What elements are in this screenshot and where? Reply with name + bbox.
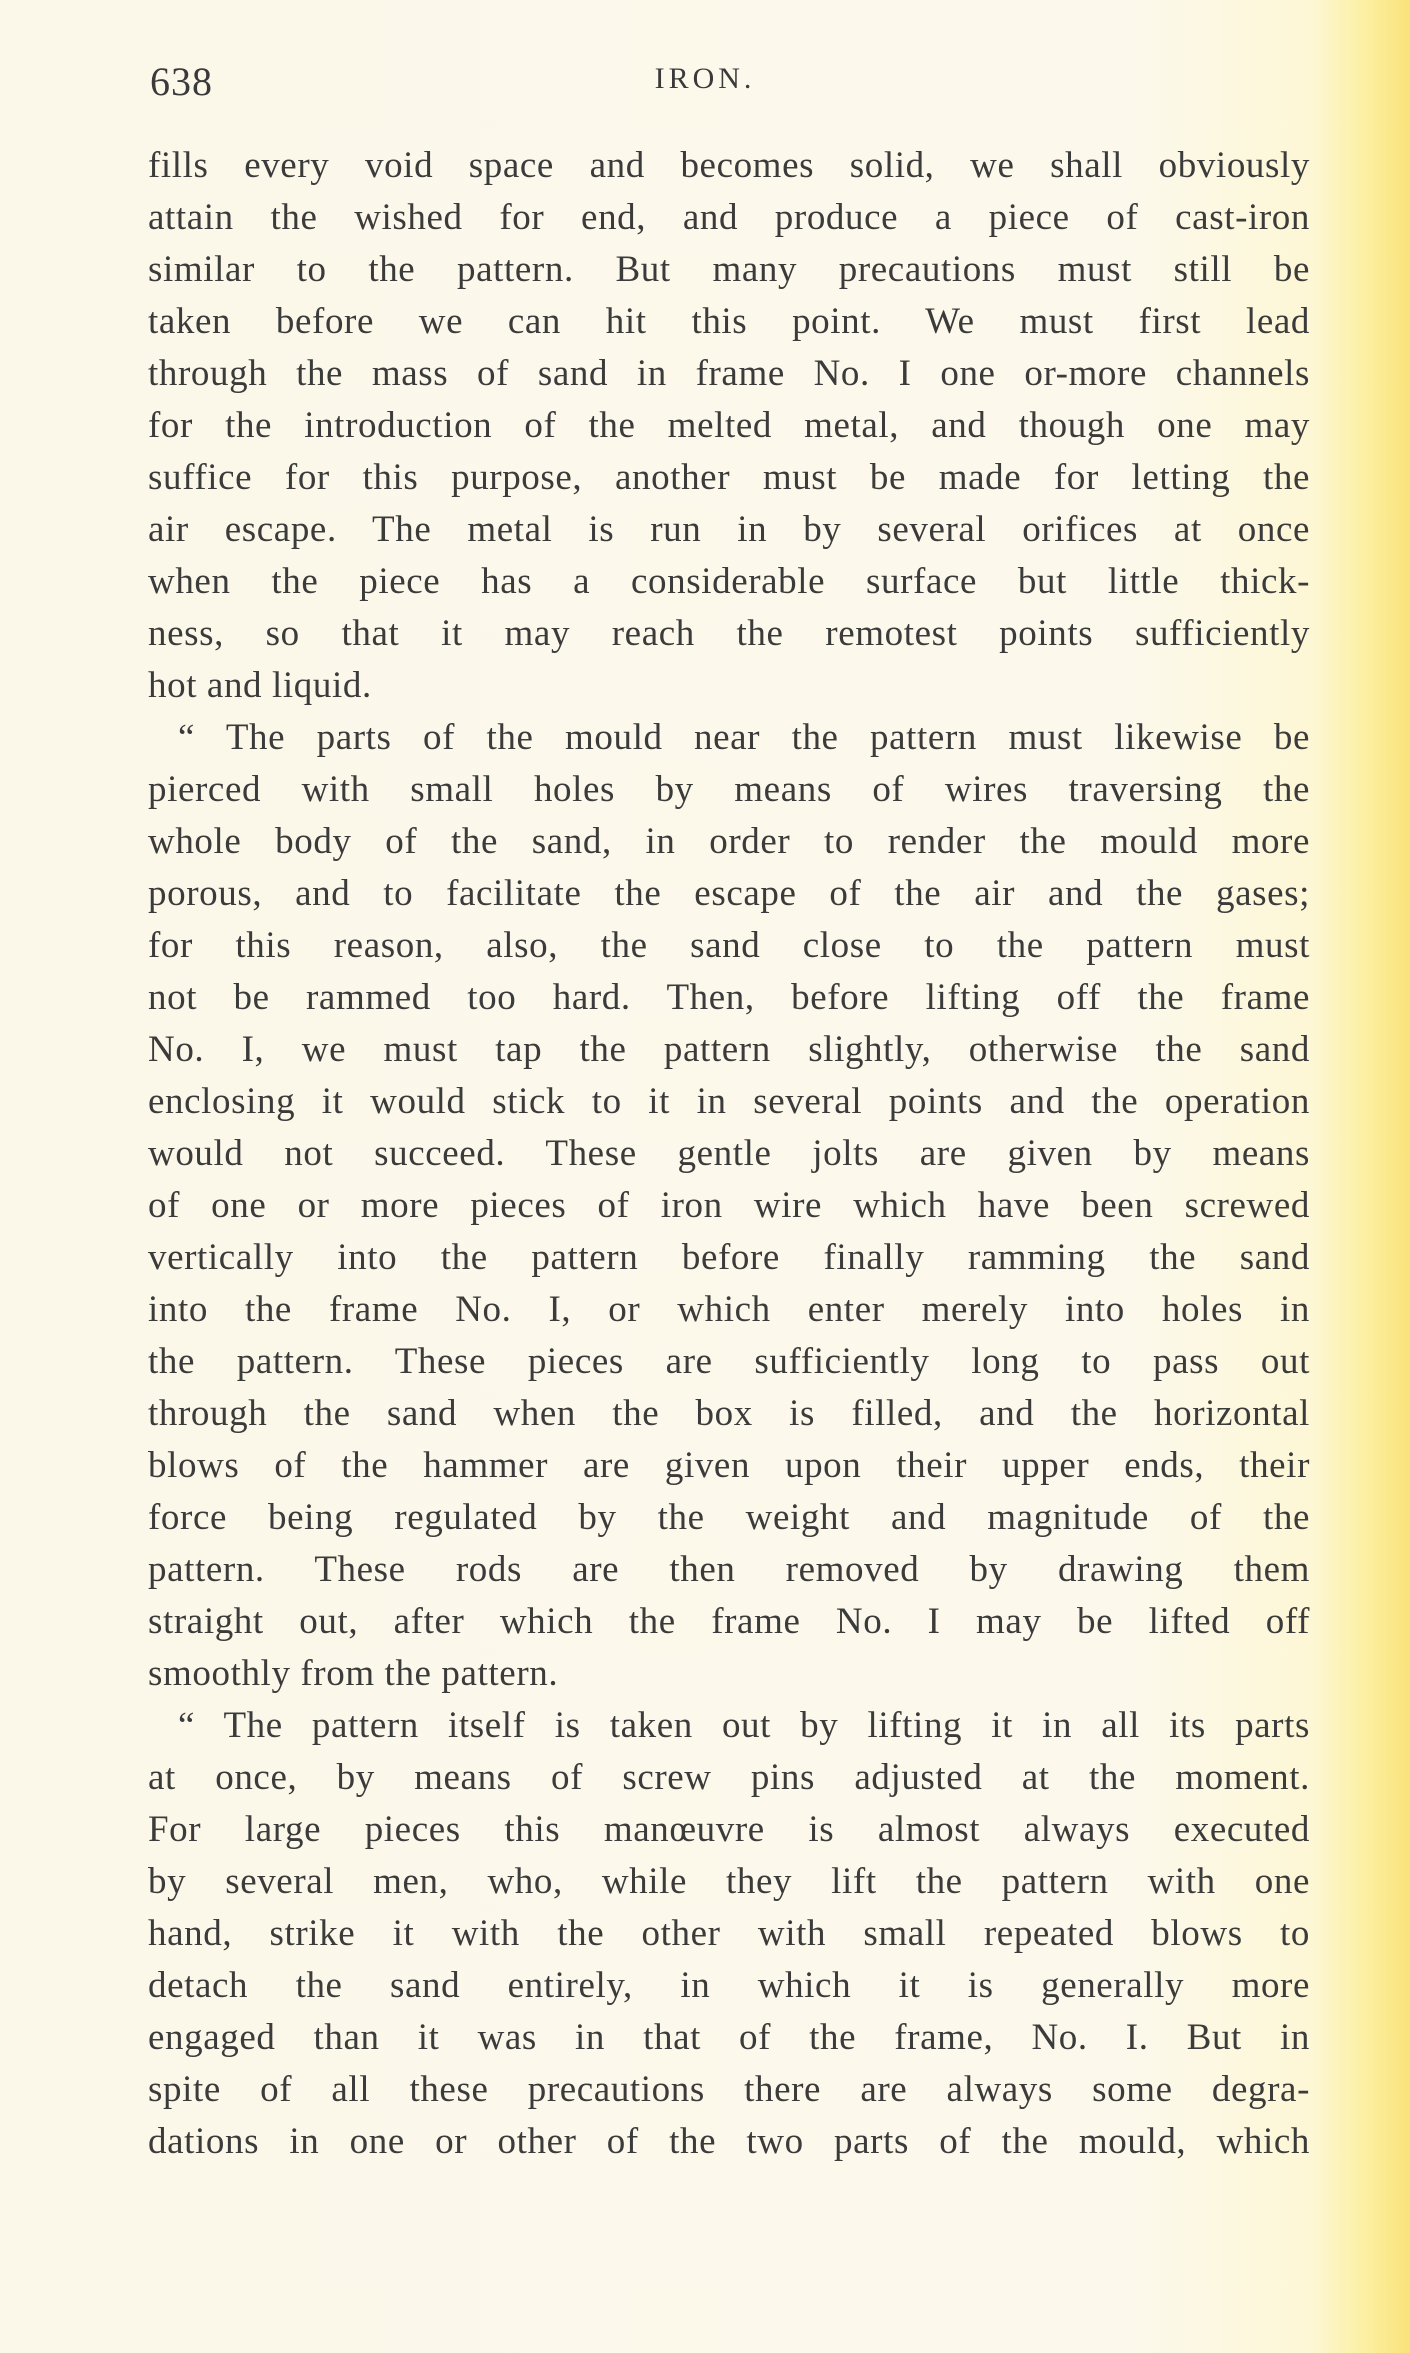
text-line: would not succeed. These gentle jolts are given by means (148, 1133, 1310, 1174)
paragraph-3 (148, 1700, 1310, 2168)
text-line: of one or more pieces of iron wire which have been screwed (148, 1185, 1310, 1226)
body-text (148, 140, 1310, 2168)
paragraph-1 (148, 140, 1310, 712)
text-line: not be rammed too hard. Then, before lifting off the frame (148, 977, 1310, 1018)
text-line: ness, so that it may reach the remotest points sufficiently (148, 613, 1310, 654)
text-line: for the introduction of the melted metal, and though one may (148, 405, 1310, 446)
text-line: air escape. The metal is run in by several orifices at once (148, 509, 1310, 550)
text-line: suffice for this purpose, another must be made for letting the (148, 457, 1310, 498)
text-line: fills every void space and becomes solid, we shall obviously (148, 145, 1310, 186)
text-line: porous, and to facilitate the escape of the air and the gases; (148, 873, 1310, 914)
text-line: spite of all these precautions there are always some degra- (148, 2069, 1310, 2110)
text-line: whole body of the sand, in order to render the mould more (148, 821, 1310, 862)
text-line: attain the wished for end, and produce a piece of cast-iron (148, 197, 1310, 238)
text-line: hot and liquid. (148, 665, 372, 706)
text-line: when the piece has a considerable surface but little thick- (148, 561, 1310, 602)
text-line: at once, by means of screw pins adjusted at the moment. (148, 1757, 1310, 1798)
text-line: “ The parts of the mould near the pattern must likewise be (178, 717, 1310, 758)
text-line: force being regulated by the weight and magnitude of the (148, 1497, 1310, 1538)
paragraph-2 (148, 712, 1310, 1700)
text-line: the pattern. These pieces are sufficiently long to pass out (148, 1341, 1310, 1382)
text-line: dations in one or other of the two parts of the mould, which (148, 2121, 1310, 2162)
text-line: “ The pattern itself is taken out by lifting it in all its parts (178, 1705, 1310, 1746)
text-line: by several men, who, while they lift the pattern with one (148, 1861, 1310, 1902)
text-line: blows of the hammer are given upon their upper ends, their (148, 1445, 1310, 1486)
page-number: 638 (150, 59, 213, 104)
text-line: smoothly from the pattern. (148, 1653, 559, 1694)
text-line: pattern. These rods are then removed by drawing them (148, 1549, 1310, 1590)
text-line: For large pieces this manœuvre is almost always executed (148, 1809, 1310, 1850)
text-line: detach the sand entirely, in which it is generally more (148, 1965, 1310, 2006)
text-line: hand, strike it with the other with small repeated blows to (148, 1913, 1310, 1954)
text-line: for this reason, also, the sand close to the pattern must (148, 925, 1310, 966)
text-line: taken before we can hit this point. We must first lead (148, 301, 1310, 342)
text-line: straight out, after which the frame No. I may be lifted off (148, 1601, 1310, 1642)
text-line: enclosing it would stick to it in several points and the operation (148, 1081, 1310, 1122)
text-line: similar to the pattern. But many precautions must still be (148, 249, 1310, 290)
text-line: engaged than it was in that of the frame, No. I. But in (148, 2017, 1310, 2058)
text-line: pierced with small holes by means of wires traversing the (148, 769, 1310, 810)
text-line: through the mass of sand in frame No. I one or-more channels (148, 353, 1310, 394)
running-head: IRON. (654, 62, 756, 95)
text-line: through the sand when the box is filled, and the horizontal (148, 1393, 1310, 1434)
text-line: No. I, we must tap the pattern slightly, otherwise the sand (148, 1029, 1310, 1070)
text-line: into the frame No. I, or which enter merely into holes in (148, 1289, 1310, 1330)
text-line: vertically into the pattern before finally ramming the sand (148, 1237, 1310, 1278)
